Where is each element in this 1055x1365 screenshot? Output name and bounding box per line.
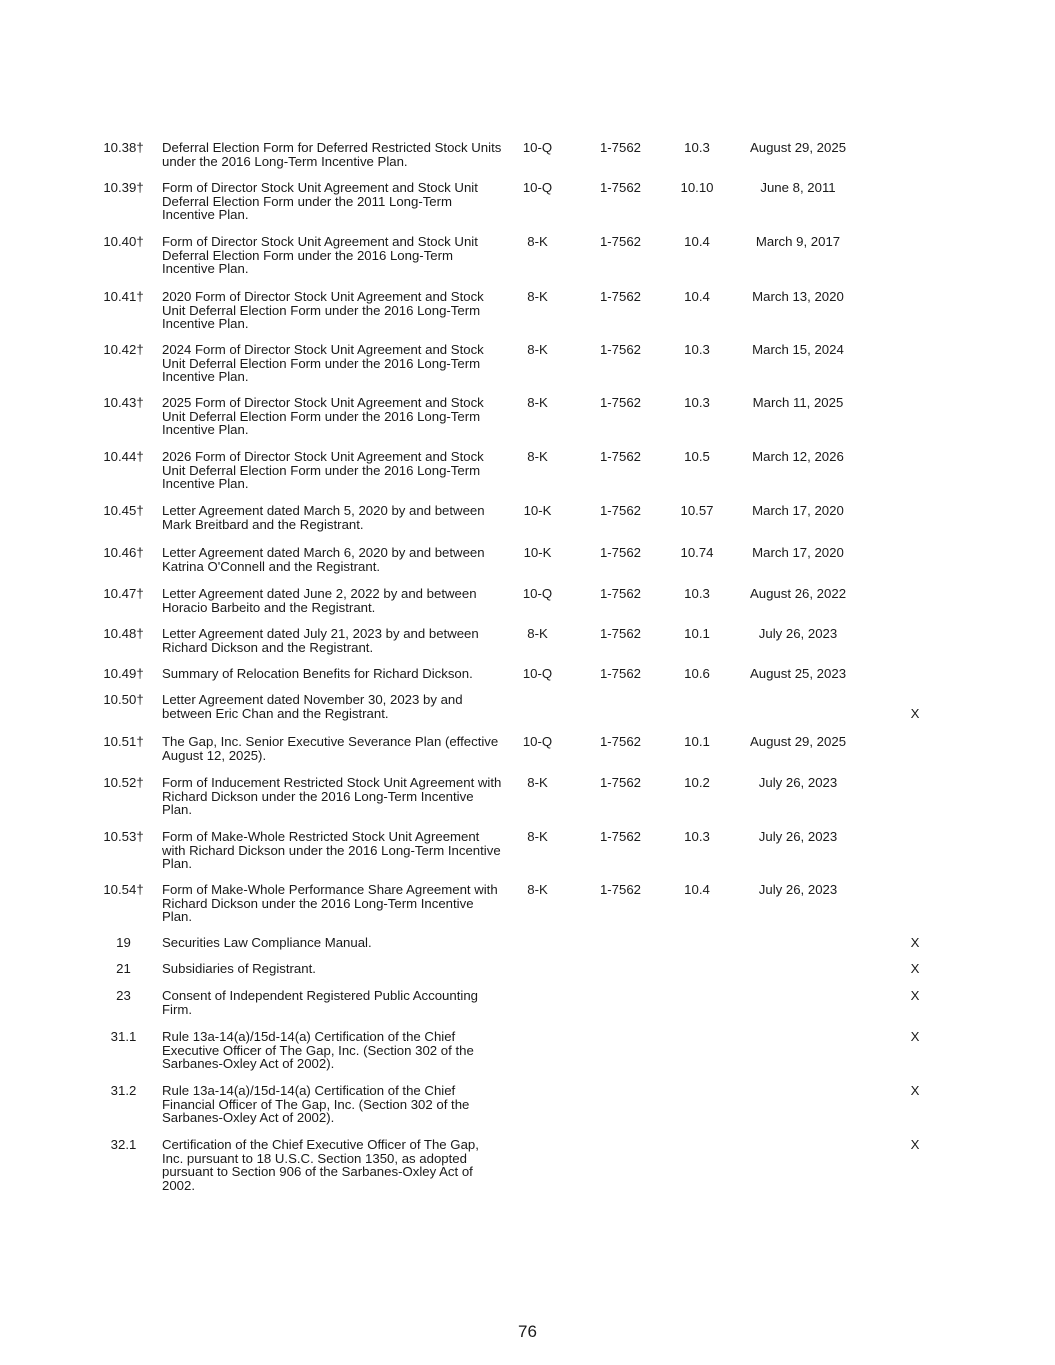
exhibit-file-no: 1-7562 (599, 626, 642, 641)
filed-herewith-mark: X (910, 961, 920, 976)
exhibit-description: Securities Law Compliance Manual. (162, 935, 372, 950)
exhibit-description: Summary of Relocation Benefits for Richard Dickson. (162, 666, 473, 681)
exhibit-filing-date: July 26, 2023 (758, 829, 838, 844)
exhibit-filing-date: July 26, 2023 (758, 882, 838, 897)
exhibit-filing-date: March 13, 2020 (752, 289, 844, 304)
exhibit-description: Rule 13a-14(a)/15d-14(a) Certification of the Chief Executive Officer of The Gap, Inc. (Section 302 of the Sarbanes-Oxley Act of 2002). (162, 1029, 474, 1072)
exhibit-number: 10.39† (103, 180, 144, 195)
exhibit-row (95, 235, 975, 279)
exhibit-description: Form of Inducement Restricted Stock Unit Agreement with Richard Dickson under the 2016 Long-Term Incentive Plan. (162, 775, 502, 818)
exhibit-form: 8-K (527, 882, 548, 897)
exhibit-ref: 10.10 (680, 180, 714, 195)
exhibit-number: 19 (116, 935, 131, 950)
exhibit-filing-date: August 26, 2022 (749, 586, 847, 601)
exhibit-number: 10.38† (103, 140, 144, 155)
exhibit-ref: 10.2 (684, 775, 710, 790)
exhibit-description: Letter Agreement dated March 5, 2020 by and between Mark Breitbard and the Registrant. (162, 503, 485, 532)
exhibit-number: 10.53† (103, 829, 144, 844)
exhibit-filing-date: July 26, 2023 (758, 775, 838, 790)
exhibit-row (95, 883, 975, 927)
exhibit-number: 31.2 (110, 1083, 137, 1098)
exhibit-form: 10-K (523, 503, 552, 518)
exhibit-file-no: 1-7562 (599, 829, 642, 844)
exhibit-ref: 10.4 (684, 234, 710, 249)
exhibit-file-no: 1-7562 (599, 289, 642, 304)
exhibit-form: 10-Q (522, 140, 553, 155)
exhibit-row (95, 989, 975, 1019)
exhibit-row (95, 1138, 975, 1196)
exhibit-ref: 10.1 (684, 626, 710, 641)
exhibit-row (95, 627, 975, 657)
exhibit-row (95, 504, 975, 534)
exhibit-description: Letter Agreement dated March 6, 2020 by and between Katrina O'Connell and the Registrant. (162, 545, 485, 574)
exhibit-row (95, 141, 975, 171)
exhibit-row (95, 962, 975, 978)
exhibit-ref: 10.1 (684, 734, 710, 749)
exhibit-ref: 10.3 (684, 342, 710, 357)
exhibit-file-no: 1-7562 (599, 882, 642, 897)
exhibit-ref: 10.5 (684, 449, 710, 464)
exhibit-filing-date: March 17, 2020 (752, 545, 844, 560)
exhibit-form: 10-Q (522, 734, 553, 749)
exhibit-description: Rule 13a-14(a)/15d-14(a) Certification of the Chief Financial Officer of The Gap, Inc. (Section 302 of the Sarbanes-Oxley Act of 2002). (162, 1083, 470, 1126)
exhibit-description: 2026 Form of Director Stock Unit Agreement and Stock Unit Deferral Election Form under the 2016 Long-Term Incentive Plan. (162, 449, 484, 492)
exhibit-filing-date: March 17, 2020 (752, 503, 844, 518)
exhibit-row (95, 776, 975, 820)
exhibit-row (95, 693, 975, 723)
exhibit-file-no: 1-7562 (599, 342, 642, 357)
exhibit-number: 10.52† (103, 775, 144, 790)
exhibit-number: 10.43† (103, 395, 144, 410)
exhibit-number: 10.47† (103, 586, 144, 601)
exhibit-file-no: 1-7562 (599, 666, 642, 681)
exhibit-filing-date: March 15, 2024 (752, 342, 844, 357)
exhibit-number: 31.1 (110, 1029, 137, 1044)
exhibit-form: 10-Q (522, 180, 553, 195)
exhibit-file-no: 1-7562 (599, 586, 642, 601)
exhibit-ref: 10.57 (680, 503, 714, 518)
exhibit-form: 10-Q (522, 586, 553, 601)
exhibit-description: Certification of the Chief Executive Officer of The Gap, Inc. pursuant to 18 U.S.C. Section 1350, as adopted pursuant to Section 906 of the Sarbanes-Oxley Act of 2002. (162, 1137, 479, 1193)
filed-herewith-mark: X (910, 706, 920, 721)
exhibit-description: Form of Make-Whole Performance Share Agreement with Richard Dickson under the 2016 Long-Term Incentive Plan. (162, 882, 498, 925)
exhibit-description: The Gap, Inc. Senior Executive Severance Plan (effective August 12, 2025). (162, 734, 499, 763)
exhibit-description: 2020 Form of Director Stock Unit Agreement and Stock Unit Deferral Election Form under the 2016 Long-Term Incentive Plan. (162, 289, 484, 332)
exhibit-number: 32.1 (110, 1137, 137, 1152)
exhibit-file-no: 1-7562 (599, 545, 642, 560)
exhibit-row (95, 396, 975, 440)
exhibit-number: 10.42† (103, 342, 144, 357)
exhibit-description: 2024 Form of Director Stock Unit Agreement and Stock Unit Deferral Election Form under the 2016 Long-Term Incentive Plan. (162, 342, 484, 385)
exhibit-ref: 10.6 (684, 666, 710, 681)
exhibit-ref: 10.3 (684, 586, 710, 601)
exhibit-number: 10.41† (103, 289, 144, 304)
exhibit-row (95, 1030, 975, 1074)
exhibit-number: 10.44† (103, 449, 144, 464)
exhibit-number: 10.45† (103, 503, 144, 518)
exhibit-row (95, 936, 975, 952)
exhibit-file-no: 1-7562 (599, 775, 642, 790)
exhibit-row (95, 546, 975, 576)
exhibit-description: Form of Director Stock Unit Agreement and Stock Unit Deferral Election Form under the 2011 Long-Term Incentive Plan. (162, 180, 478, 223)
page-number: 76 (518, 1322, 537, 1341)
exhibit-form: 8-K (527, 829, 548, 844)
exhibit-filing-date: March 9, 2017 (755, 234, 841, 249)
exhibit-description: Deferral Election Form for Deferred Restricted Stock Units under the 2016 Long-Term Incentive Plan. (162, 140, 502, 169)
exhibit-filing-date: June 8, 2011 (760, 180, 836, 195)
exhibit-description: Form of Make-Whole Restricted Stock Unit Agreement with Richard Dickson under the 2016 Long-Term Incentive Plan. (162, 829, 501, 872)
filed-herewith-mark: X (910, 988, 920, 1003)
exhibit-filing-date: August 29, 2025 (749, 140, 847, 155)
exhibit-number: 23 (116, 988, 131, 1003)
exhibit-ref: 10.3 (684, 829, 710, 844)
exhibit-row (95, 450, 975, 494)
exhibit-row (95, 735, 975, 765)
exhibit-file-no: 1-7562 (599, 503, 642, 518)
exhibit-number: 10.54† (103, 882, 144, 897)
exhibit-description: Letter Agreement dated July 21, 2023 by and between Richard Dickson and the Registrant. (162, 626, 479, 655)
exhibit-form: 8-K (527, 234, 548, 249)
exhibit-row (95, 290, 975, 334)
exhibit-ref: 10.4 (684, 882, 710, 897)
exhibit-description: Form of Director Stock Unit Agreement and Stock Unit Deferral Election Form under the 2016 Long-Term Incentive Plan. (162, 234, 478, 277)
exhibit-number: 10.50† (103, 692, 144, 707)
exhibit-description: Letter Agreement dated June 2, 2022 by and between Horacio Barbeito and the Registrant. (162, 586, 477, 615)
exhibit-file-no: 1-7562 (599, 734, 642, 749)
exhibit-description: Subsidiaries of Registrant. (162, 961, 316, 976)
exhibit-number: 10.40† (103, 234, 144, 249)
exhibit-row (95, 830, 975, 874)
exhibit-ref: 10.3 (684, 140, 710, 155)
filed-herewith-mark: X (910, 1083, 920, 1098)
exhibit-form: 10-Q (522, 666, 553, 681)
filed-herewith-mark: X (910, 1029, 920, 1044)
exhibit-description: 2025 Form of Director Stock Unit Agreement and Stock Unit Deferral Election Form under the 2016 Long-Term Incentive Plan. (162, 395, 484, 438)
exhibit-ref: 10.4 (684, 289, 710, 304)
exhibit-row (95, 587, 975, 617)
exhibit-ref: 10.74 (680, 545, 714, 560)
exhibit-form: 8-K (527, 449, 548, 464)
exhibit-filing-date: March 12, 2026 (752, 449, 844, 464)
exhibit-file-no: 1-7562 (599, 180, 642, 195)
exhibit-description: Consent of Independent Registered Public Accounting Firm. (162, 988, 478, 1017)
exhibit-number: 21 (116, 961, 131, 976)
exhibit-form: 8-K (527, 289, 548, 304)
filed-herewith-mark: X (910, 935, 920, 950)
exhibit-number: 10.49† (103, 666, 144, 681)
exhibit-number: 10.48† (103, 626, 144, 641)
exhibit-file-no: 1-7562 (599, 140, 642, 155)
exhibit-number: 10.46† (103, 545, 144, 560)
exhibit-filing-date: July 26, 2023 (758, 626, 838, 641)
exhibit-row (95, 181, 975, 225)
exhibit-number: 10.51† (103, 734, 144, 749)
exhibit-row (95, 1084, 975, 1128)
exhibit-description: Letter Agreement dated November 30, 2023 by and between Eric Chan and the Registrant. (162, 692, 463, 721)
exhibit-form: 8-K (527, 395, 548, 410)
exhibit-file-no: 1-7562 (599, 449, 642, 464)
exhibit-form: 10-K (523, 545, 552, 560)
exhibit-ref: 10.3 (684, 395, 710, 410)
exhibit-row (95, 667, 975, 683)
exhibit-row (95, 343, 975, 387)
exhibit-form: 8-K (527, 775, 548, 790)
exhibit-filing-date: August 29, 2025 (749, 734, 847, 749)
exhibit-filing-date: March 11, 2025 (752, 395, 844, 410)
exhibit-file-no: 1-7562 (599, 234, 642, 249)
exhibit-file-no: 1-7562 (599, 395, 642, 410)
filed-herewith-mark: X (910, 1137, 920, 1152)
exhibit-filing-date: August 25, 2023 (749, 666, 847, 681)
exhibit-form: 8-K (527, 342, 548, 357)
exhibit-form: 8-K (527, 626, 548, 641)
